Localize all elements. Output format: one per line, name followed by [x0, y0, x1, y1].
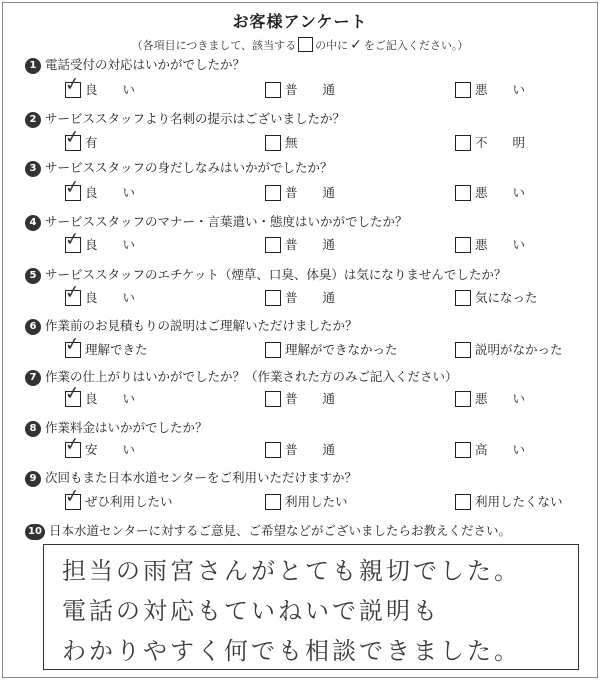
question-text: サービススタッフのマナー・言葉遣い・態度はいかがでしたか？: [45, 214, 408, 229]
question-number-badge: 4: [25, 215, 41, 231]
question-number-badge: 7: [25, 370, 41, 386]
question-text: 電話受付の対応はいかがでしたか？: [45, 57, 246, 72]
instruction-check-icon: ✓: [350, 37, 362, 53]
checkbox[interactable]: [63, 433, 82, 458]
survey-form: [2, 2, 598, 678]
instruction-text-after: をご記入ください。）: [363, 39, 469, 52]
comment-line-2: 電話の対応もていねいで説明も: [62, 597, 440, 625]
question-number-badge: 5: [25, 268, 41, 284]
question-7: [25, 367, 458, 387]
checkbox[interactable]: [455, 82, 471, 98]
checkbox[interactable]: [63, 382, 82, 407]
question-text: 次回もまた日本水道センターをご利用いただけますか？: [45, 470, 358, 485]
option-label: 良 い: [85, 82, 136, 97]
option-label: 悪 い: [475, 185, 526, 200]
option-label: 悪 い: [475, 391, 526, 406]
question-1: [25, 55, 245, 75]
option-label: 良 い: [85, 237, 136, 252]
question-number-badge: 2: [25, 112, 41, 128]
form-title: お客様アンケート: [232, 12, 368, 31]
checkbox[interactable]: [455, 342, 471, 358]
option-label: 利用したくない: [475, 494, 563, 509]
check-mark-icon: ✓: [63, 281, 82, 304]
checkbox[interactable]: [63, 281, 82, 306]
checkbox[interactable]: [455, 442, 471, 458]
checkbox[interactable]: [455, 185, 471, 201]
check-mark-icon: ✓: [63, 333, 82, 356]
question-8: [25, 418, 208, 438]
question-number-badge: 6: [25, 319, 41, 335]
question-number-badge: 1: [25, 58, 41, 74]
checkbox[interactable]: [63, 485, 82, 510]
option-label: 普 通: [285, 391, 336, 406]
option-label: 理解できた: [85, 342, 148, 357]
instruction-checkbox-icon: [298, 37, 313, 52]
checkbox[interactable]: [265, 82, 281, 98]
check-mark-icon: ✓: [63, 485, 82, 508]
question-4: [25, 212, 408, 232]
question-number-badge: 9: [25, 471, 41, 487]
option-label: 気になった: [475, 290, 538, 305]
question-number-badge: 10: [25, 524, 45, 540]
checkbox[interactable]: [265, 442, 281, 458]
comment-line-3: わかりやすく何でも相談できました。: [62, 637, 521, 665]
option-label: 普 通: [285, 442, 336, 457]
check-mark-icon: ✓: [63, 126, 82, 149]
checkbox[interactable]: [455, 494, 471, 510]
checkbox[interactable]: [63, 333, 82, 358]
option-label: 説明がなかった: [475, 342, 563, 357]
question-3: [25, 158, 333, 178]
checkbox[interactable]: [63, 126, 82, 151]
checkbox[interactable]: [265, 494, 281, 510]
question-text: サービススタッフのエチケット（煙草、口臭、体臭）は気になりませんでしたか？: [45, 267, 507, 282]
checkbox[interactable]: [455, 135, 471, 151]
checkbox[interactable]: [63, 73, 82, 98]
question-5: [25, 265, 506, 285]
check-mark-icon: ✓: [63, 73, 82, 96]
question-text: サービススタッフの身だしなみはいかがでしたか？: [45, 160, 333, 175]
checkbox[interactable]: [63, 228, 82, 253]
option-label: 良 い: [85, 290, 136, 305]
check-mark-icon: ✓: [63, 176, 82, 199]
instruction-text-middle: の中に: [315, 39, 349, 52]
option-label: 利用したい: [285, 494, 348, 509]
checkbox[interactable]: [265, 237, 281, 253]
option-label: 有: [85, 135, 98, 150]
option-label: 良 い: [85, 185, 136, 200]
option-label: 高 い: [475, 442, 526, 457]
checkbox[interactable]: [63, 176, 82, 201]
option-label: 普 通: [285, 82, 336, 97]
option-label: 理解ができなかった: [285, 342, 398, 357]
option-label: 普 通: [285, 185, 336, 200]
checkbox[interactable]: [265, 342, 281, 358]
comment-line-1: 担当の雨宮さんがとても親切でした。: [62, 557, 521, 585]
question-text: 作業の仕上がりはいかがでしたか？（作業された方のみご記入ください）: [45, 369, 458, 384]
option-label: 悪 い: [475, 237, 526, 252]
checkbox[interactable]: [265, 391, 281, 407]
instruction-text-before: （各項目につきまして、該当する: [131, 39, 297, 52]
checkbox[interactable]: [265, 290, 281, 306]
question-number-badge: 3: [25, 161, 41, 177]
option-label: 悪 い: [475, 82, 526, 97]
form-instruction: [3, 37, 597, 53]
check-mark-icon: ✓: [63, 382, 82, 405]
question-text: 日本水道センターに対するご意見、ご希望などがございましたらお教えください。: [49, 523, 512, 538]
option-label: 無: [285, 135, 298, 150]
checkbox[interactable]: [265, 135, 281, 151]
option-label: 良 い: [85, 391, 136, 406]
option-label: ぜひ利用したい: [85, 494, 173, 509]
checkbox[interactable]: [455, 391, 471, 407]
option-label: 安 い: [85, 442, 136, 457]
check-mark-icon: ✓: [63, 228, 82, 251]
checkbox[interactable]: [455, 290, 471, 306]
question-10: [25, 521, 511, 541]
checkbox[interactable]: [455, 237, 471, 253]
question-number-badge: 8: [25, 421, 41, 437]
question-text: 作業前のお見積もりの説明はご理解いただけましたか？: [45, 318, 358, 333]
option-label: 普 通: [285, 290, 336, 305]
comment-box[interactable]: [43, 544, 579, 670]
option-label: 不 明: [475, 135, 526, 150]
question-text: 作業料金はいかがでしたか？: [45, 420, 208, 435]
option-label: 普 通: [285, 237, 336, 252]
check-mark-icon: ✓: [63, 433, 82, 456]
checkbox[interactable]: [265, 185, 281, 201]
question-text: サービススタッフより名刺の提示はございましたか？: [45, 111, 346, 126]
